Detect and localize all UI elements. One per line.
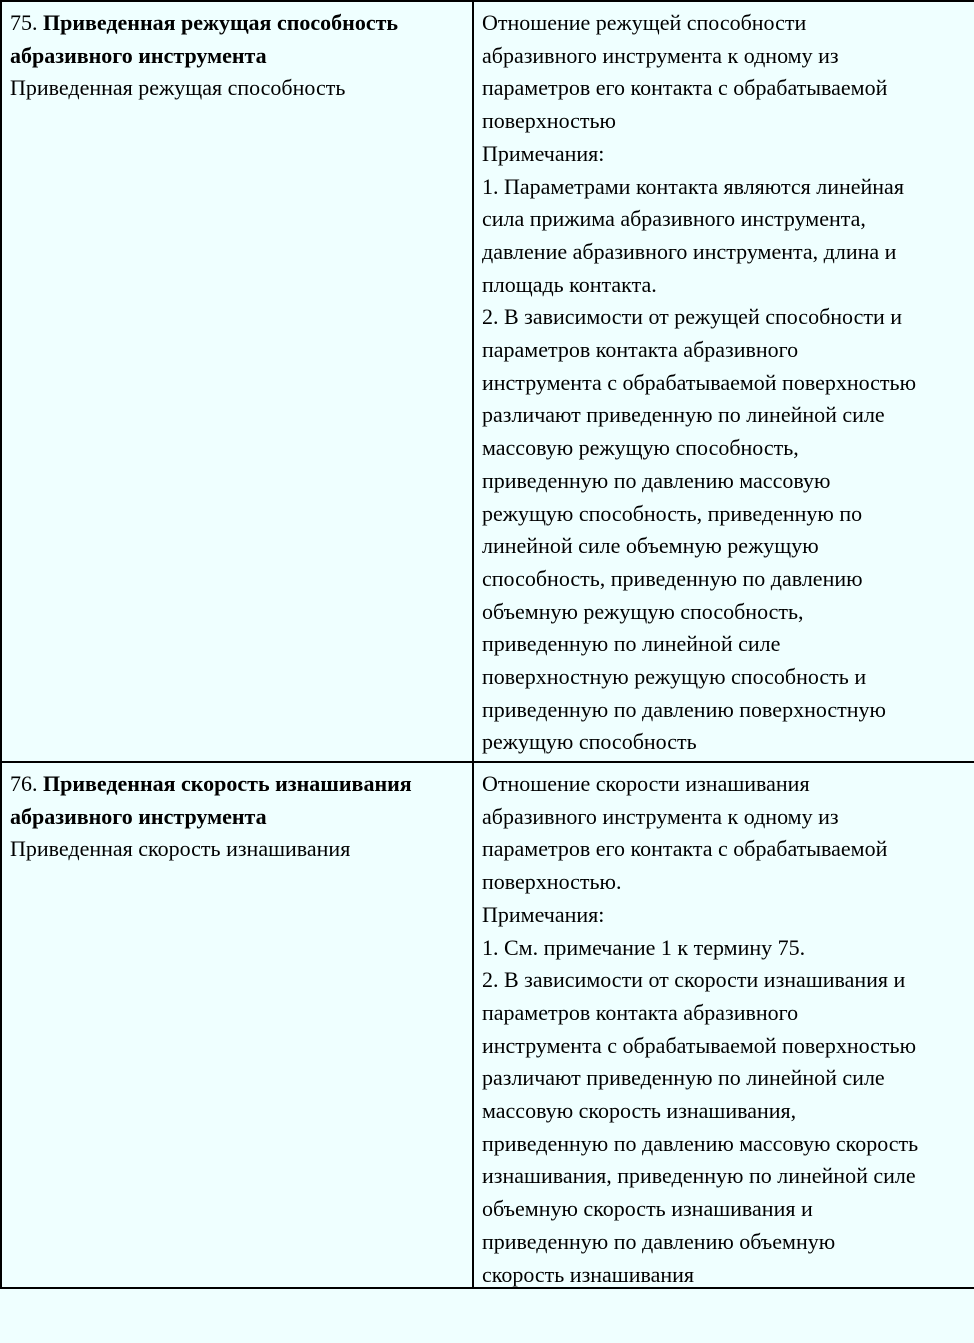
- definition-line: Отношение скорости изнашивания: [482, 771, 810, 796]
- note-line: 2. В зависимости от режущей способности и: [482, 304, 903, 330]
- definition-line: параметров его контакта с обрабатываемой: [482, 836, 888, 862]
- note-line: параметров контакта абразивного: [482, 999, 799, 1025]
- term-title: абразивного инструмента: [10, 803, 267, 829]
- note-line: режущую способность: [482, 729, 697, 755]
- term-heading: [10, 768, 468, 801]
- term-cell: [0, 763, 474, 1287]
- note-line: давление абразивного инструмента, длина и: [482, 238, 897, 264]
- term-title: Приведенная скорость изнашивания: [43, 771, 412, 796]
- note-line: параметров контакта абразивного: [482, 337, 799, 363]
- note-line: режущую способность, приведенную по: [482, 500, 863, 526]
- definition-line: абразивного инструмента к одному из: [482, 42, 839, 68]
- note-line: сила прижима абразивного инструмента,: [482, 206, 866, 232]
- note-line: 1. См. примечание 1 к термину 75.: [482, 934, 806, 960]
- definition-line: абразивного инструмента к одному из: [482, 803, 839, 829]
- definition-cell: [474, 763, 974, 1287]
- note-line: приведенную по давлению поверхностную: [482, 696, 886, 722]
- definition-line: Отношение режущей способности: [482, 10, 807, 35]
- note-line: массовую режущую способность,: [482, 435, 799, 461]
- note-line: приведенную по давлению массовую: [482, 467, 831, 493]
- note-line: изнашивания, приведенную по линейной силе: [482, 1163, 916, 1189]
- short-term: Приведенная режущая способность: [10, 75, 346, 101]
- term-number: 76.: [10, 771, 38, 796]
- note-line: приведенную по давлению объемную: [482, 1228, 836, 1254]
- term-title: Приведенная режущая способность: [43, 10, 399, 35]
- term-number: 75.: [10, 10, 38, 35]
- definition-line: поверхностью: [482, 108, 616, 134]
- table-row: [0, 761, 974, 1287]
- note-line: приведенную по давлению массовую скорость: [482, 1130, 919, 1156]
- definition-line: поверхностью.: [482, 869, 622, 895]
- notes-heading: Примечания:: [482, 901, 605, 927]
- note-line: различают приведенную по линейной силе: [482, 1065, 885, 1091]
- note-line: объемную режущую способность,: [482, 598, 804, 624]
- note-line: поверхностную режущую способность и: [482, 664, 867, 690]
- note-line: скорость изнашивания: [482, 1261, 695, 1287]
- note-line: различают приведенную по линейной силе: [482, 402, 885, 428]
- note-line: объемную скорость изнашивания и: [482, 1196, 813, 1222]
- note-line: площадь контакта.: [482, 271, 657, 297]
- note-line: 2. В зависимости от скорости изнашивания и: [482, 967, 906, 993]
- note-line: линейной силе объемную режущую: [482, 533, 819, 559]
- definition-line: параметров его контакта с обрабатываемой: [482, 75, 888, 101]
- note-line: способность, приведенную по давлению: [482, 565, 863, 591]
- note-line: 1. Параметрами контакта являются линейная: [482, 173, 904, 199]
- definition-cell: [474, 2, 974, 761]
- notes-heading: Примечания:: [482, 140, 605, 166]
- short-term: Приведенная скорость изнашивания: [10, 836, 351, 862]
- table-row: [0, 2, 974, 761]
- term-heading: [10, 7, 468, 40]
- note-line: инструмента с обрабатываемой поверхностью: [482, 1032, 917, 1058]
- note-line: инструмента с обрабатываемой поверхностью: [482, 369, 917, 395]
- note-line: массовую скорость изнашивания,: [482, 1098, 797, 1124]
- note-line: приведенную по линейной силе: [482, 631, 781, 657]
- term-title: абразивного инструмента: [10, 42, 267, 68]
- term-cell: [0, 2, 474, 761]
